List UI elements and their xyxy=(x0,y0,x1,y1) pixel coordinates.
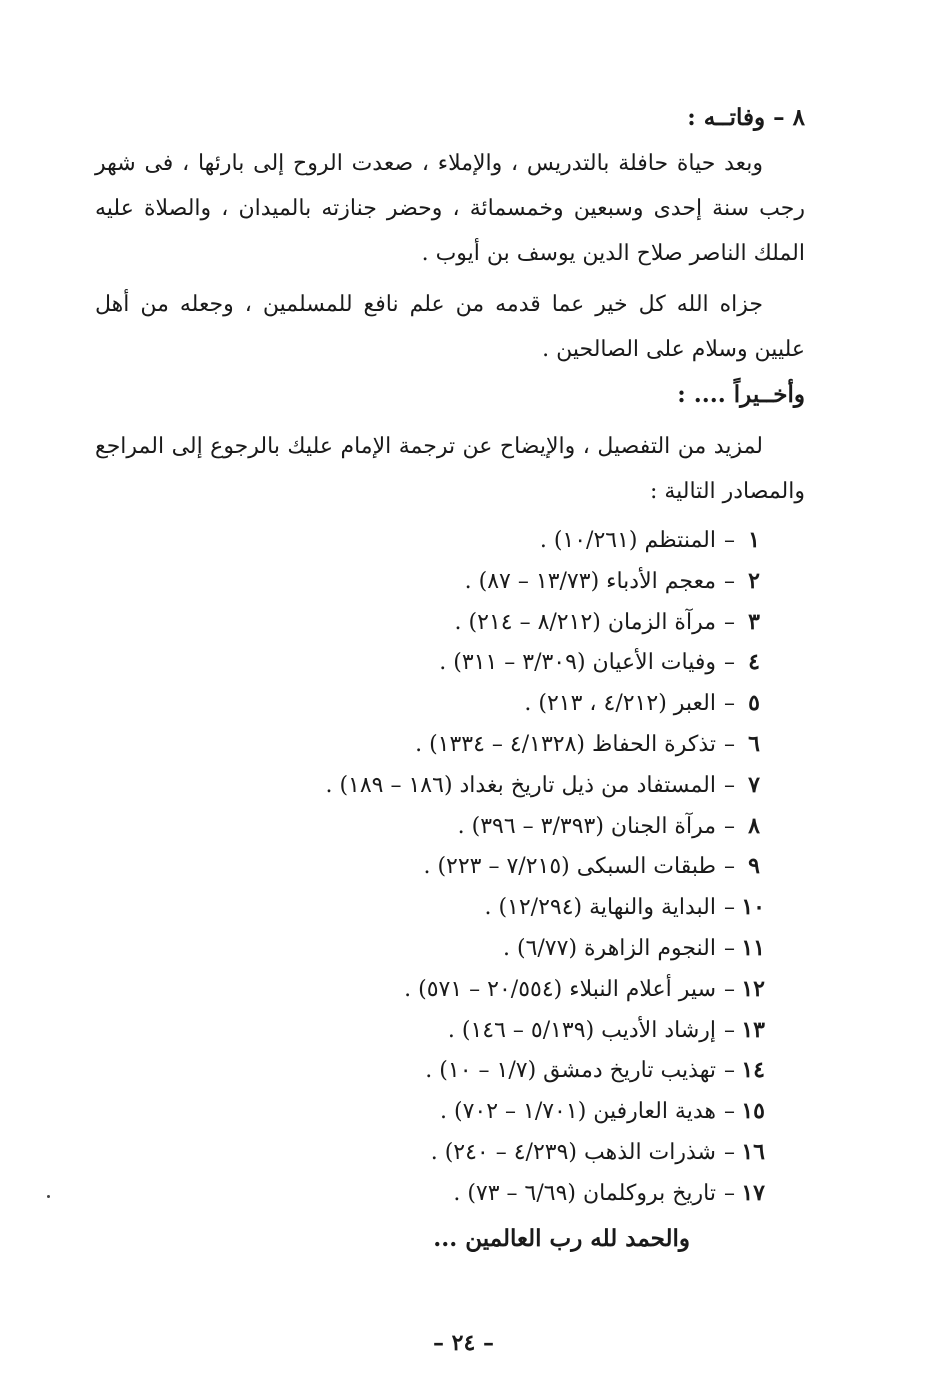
reference-dash: – xyxy=(724,528,735,553)
reference-text: معجم الأدباء (١٣/٧٣ – ٨٧) . xyxy=(464,568,716,594)
reference-number: ١٧ xyxy=(741,1179,765,1206)
section-heading-death: ٨ – وفاتــه : xyxy=(687,104,805,131)
reference-number: ٢ xyxy=(748,567,760,594)
page-content xyxy=(95,95,805,1264)
reference-dash: – xyxy=(724,813,735,839)
reference-text: سير أعلام النبلاء (٢٠/٥٥٤ – ٥٧١) . xyxy=(404,976,716,1002)
reference-item xyxy=(95,969,765,1010)
page-number: – ٢٤ – xyxy=(433,1330,494,1356)
references-list xyxy=(95,520,805,1214)
reference-dash: – xyxy=(724,1180,735,1206)
reference-text: النجوم الزاهرة (٦/٧٧) . xyxy=(503,935,716,961)
section-heading-finally: وأخــيراً .... : xyxy=(677,381,805,408)
reference-item xyxy=(95,887,765,928)
reference-text: تهذيب تاريخ دمشق (١/٧ – ١٠) . xyxy=(425,1058,716,1084)
reference-text: إرشاد الأديب (٥/١٣٩ – ١٤٦) . xyxy=(447,1017,716,1043)
reference-dash: – xyxy=(724,609,735,635)
reference-text: العبر (٤/٢١٢ ، ٢١٣) . xyxy=(524,691,716,717)
reference-item xyxy=(95,846,765,887)
reference-dash: – xyxy=(724,731,735,757)
reference-item xyxy=(95,561,765,602)
reference-number: ١١ xyxy=(741,934,765,961)
reference-text: مرآة الزمان (٨/٢١٢ – ٢١٤) . xyxy=(454,609,716,635)
reference-dash: – xyxy=(724,935,735,961)
reference-number: ٧ xyxy=(748,771,760,798)
scan-speck xyxy=(47,1195,50,1198)
reference-dash: – xyxy=(724,1099,735,1125)
reference-dash: – xyxy=(724,691,735,717)
reference-number: ١٢ xyxy=(741,975,765,1002)
reference-item xyxy=(95,520,765,561)
reference-number: ١٣ xyxy=(741,1016,765,1043)
reference-dash: – xyxy=(724,854,735,880)
reference-text: المستفاد من ذيل تاريخ بغداد (١٨٦ – ١٨٩) . xyxy=(325,772,716,798)
reference-dash: – xyxy=(724,568,735,594)
reference-item xyxy=(95,1050,765,1091)
reference-number: ٦ xyxy=(748,730,760,757)
reference-number: ٩ xyxy=(748,853,760,880)
reference-text: تاريخ بروكلمان (٦/٦٩ – ٧٣) . xyxy=(453,1180,716,1206)
reference-dash: – xyxy=(724,650,735,676)
closing-line: والحمد لله رب العالمين ... xyxy=(433,1224,690,1252)
reference-number: ١٦ xyxy=(741,1138,765,1165)
reference-item xyxy=(95,683,765,724)
reference-number: ١٥ xyxy=(741,1098,765,1125)
prayer-paragraph: جزاه الله كل خير عما قدمه من علم نافع للمسلمين ، وجعله من أهل عليين وسلام على الصالحين . xyxy=(95,292,805,362)
reference-number: ٣ xyxy=(748,608,760,635)
reference-dash: – xyxy=(724,772,735,798)
reference-text: طبقات السبكى (٧/٢١٥ – ٢٢٣) . xyxy=(423,854,716,880)
reference-dash: – xyxy=(724,895,735,921)
reference-item xyxy=(95,642,765,683)
reference-text: مرآة الجنان (٣/٣٩٣ – ٣٩٦) . xyxy=(457,813,716,839)
reference-number: ٥ xyxy=(748,690,760,717)
reference-item xyxy=(95,724,765,765)
reference-dash: – xyxy=(724,1139,735,1165)
references-intro: لمزيد من التفصيل ، والإيضاح عن ترجمة الإمام عليك بالرجوع إلى المراجع والمصادر التالية : xyxy=(95,434,805,504)
reference-number: ١ xyxy=(748,527,760,553)
reference-item xyxy=(95,765,765,806)
reference-text: وفيات الأعيان (٣/٣٠٩ – ٣١١) . xyxy=(439,650,716,676)
reference-dash: – xyxy=(724,1017,735,1043)
reference-text: هدية العارفين (١/٧٠١ – ٧٠٢) . xyxy=(439,1099,716,1125)
reference-dash: – xyxy=(724,976,735,1002)
reference-text: البداية والنهاية (١٢/٢٩٤) . xyxy=(484,895,716,921)
reference-item xyxy=(95,806,765,847)
death-paragraph: وبعد حياة حافلة بالتدريس ، والإملاء ، صعدت الروح إلى بارئها ، فى شهر رجب سنة إحدى وسبعين وخمسمائة ، وحضر جنازته بالميدان ، والصلاة عليه الملك الناصر صلاح الدين يوسف بن أيوب . xyxy=(95,151,805,266)
reference-text: تذكرة الحفاظ (٤/١٣٢٨ – ١٣٣٤) . xyxy=(415,731,716,757)
reference-number: ٤ xyxy=(748,649,760,676)
reference-item xyxy=(95,1132,765,1173)
reference-item xyxy=(95,1010,765,1051)
reference-text: المنتظم (١٠/٢٦١) . xyxy=(539,528,716,553)
reference-item xyxy=(95,1173,765,1214)
reference-text: شذرات الذهب (٤/٢٣٩ – ٢٤٠) . xyxy=(430,1139,716,1165)
reference-number: ١٠ xyxy=(741,894,765,921)
reference-item xyxy=(95,928,765,969)
reference-number: ٨ xyxy=(748,812,760,839)
reference-dash: – xyxy=(724,1058,735,1084)
reference-number: ١٤ xyxy=(741,1057,765,1084)
reference-item xyxy=(95,1091,765,1132)
reference-item xyxy=(95,602,765,643)
